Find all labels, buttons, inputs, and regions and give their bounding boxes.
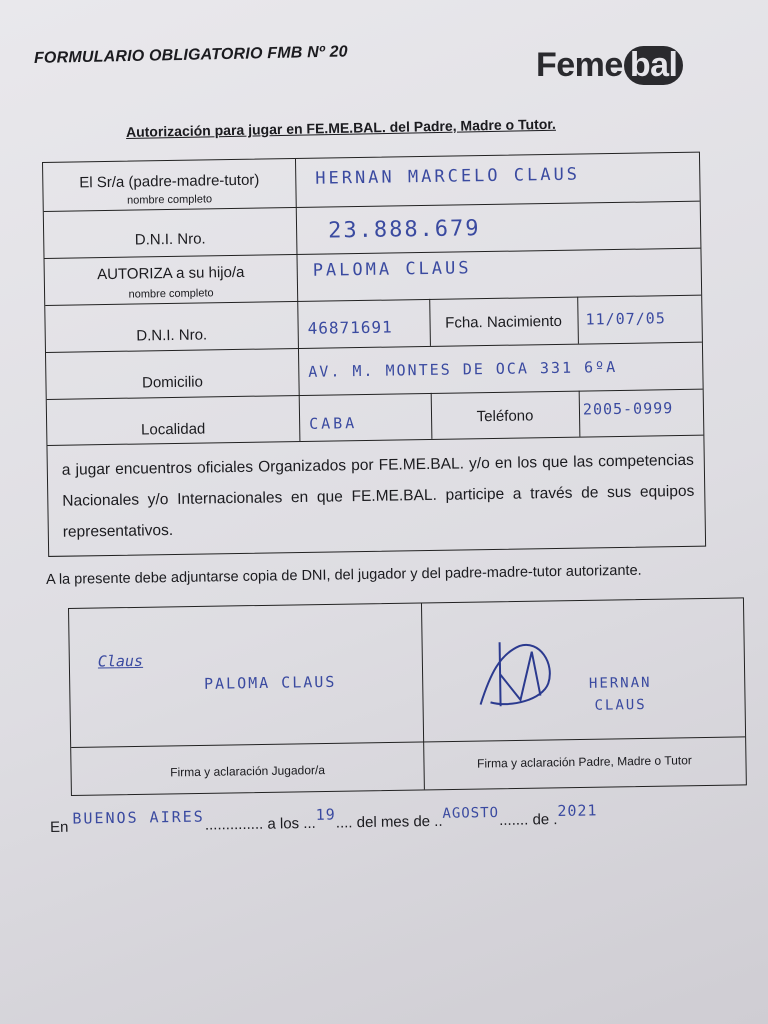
city-value: CABA (309, 414, 358, 433)
player-printed-name: PALOMA CLAUS (203, 672, 337, 693)
dni-label: D.N.I. Nro. (134, 230, 206, 249)
place-city-value: BUENOS AIRES (72, 807, 205, 828)
femebal-logo (536, 46, 683, 85)
address-value: AV. M. MONTES DE OCA 331 6ºA (308, 357, 618, 381)
phone-value: 2005-0999 (582, 399, 674, 419)
logo-ball: bal (624, 46, 684, 85)
logo-text: Feme (536, 46, 623, 84)
place-date-line: En BUENOS AIRES.............. a los ...19.... del mes de ..AGOSTO....... de .2021 (49, 801, 598, 836)
del-mes-label: del mes de (356, 813, 431, 832)
parent-label: El Sr/a (padre-madre-tutor) (79, 171, 260, 192)
child-dni-value: 46871691 (307, 317, 393, 338)
parent-name-value: HERNAN MARCELO CLAUS (315, 164, 581, 189)
birth-date-value: 11/07/05 (585, 309, 666, 329)
parent-sublabel: nombre completo (127, 193, 213, 207)
form-title: FORMULARIO OBLIGATORIO FMB Nº 20 (33, 43, 348, 67)
parent-signature (469, 633, 560, 714)
authorization-title: Autorización para jugar en FE.ME.BAL. del Padre, Madre o Tutor. (125, 115, 556, 140)
address-label: Domicilio (141, 373, 204, 392)
parent-signature-caption: Firma y aclaración Padre, Madre o Tutor (476, 753, 692, 771)
attachment-note: A la presente debe adjuntarse copia de DNI, del jugador y del padre-madre-tutor autorizante. (45, 562, 642, 588)
parent-dni-value: 23.888.679 (327, 216, 481, 244)
phone-label: Teléfono (476, 407, 534, 426)
parent-printed-name: HERNAN CLAUS (588, 674, 652, 714)
year-value: 2021 (557, 801, 598, 821)
en-label: En (49, 818, 69, 836)
child-label: AUTORIZA a su hijo/a (96, 263, 245, 284)
player-signature: Claus (97, 651, 144, 671)
player-signature-caption: Firma y aclaración Jugador/a (170, 762, 326, 780)
signature-table (68, 597, 747, 796)
authorization-paragraph: a jugar encuentros oficiales Organizados por FE.ME.BAL. y/o en los que las competencias Nacionales y/o Internacionales en que FE.ME.BAL. participe a través de sus equipos representativos. (61, 451, 695, 541)
a-los-label: a los (267, 815, 300, 833)
month-value: AGOSTO (442, 804, 500, 822)
day-value: 19 (315, 805, 336, 824)
city-label: Localidad (140, 420, 206, 439)
dni-label-child: D.N.I. Nro. (136, 326, 208, 345)
de-label: de (532, 811, 550, 829)
child-name-value: PALOMA CLAUS (312, 258, 472, 281)
authorization-table (42, 152, 706, 557)
child-sublabel: nombre completo (128, 287, 214, 301)
birth-date-label: Fcha. Nacimiento (445, 312, 563, 332)
